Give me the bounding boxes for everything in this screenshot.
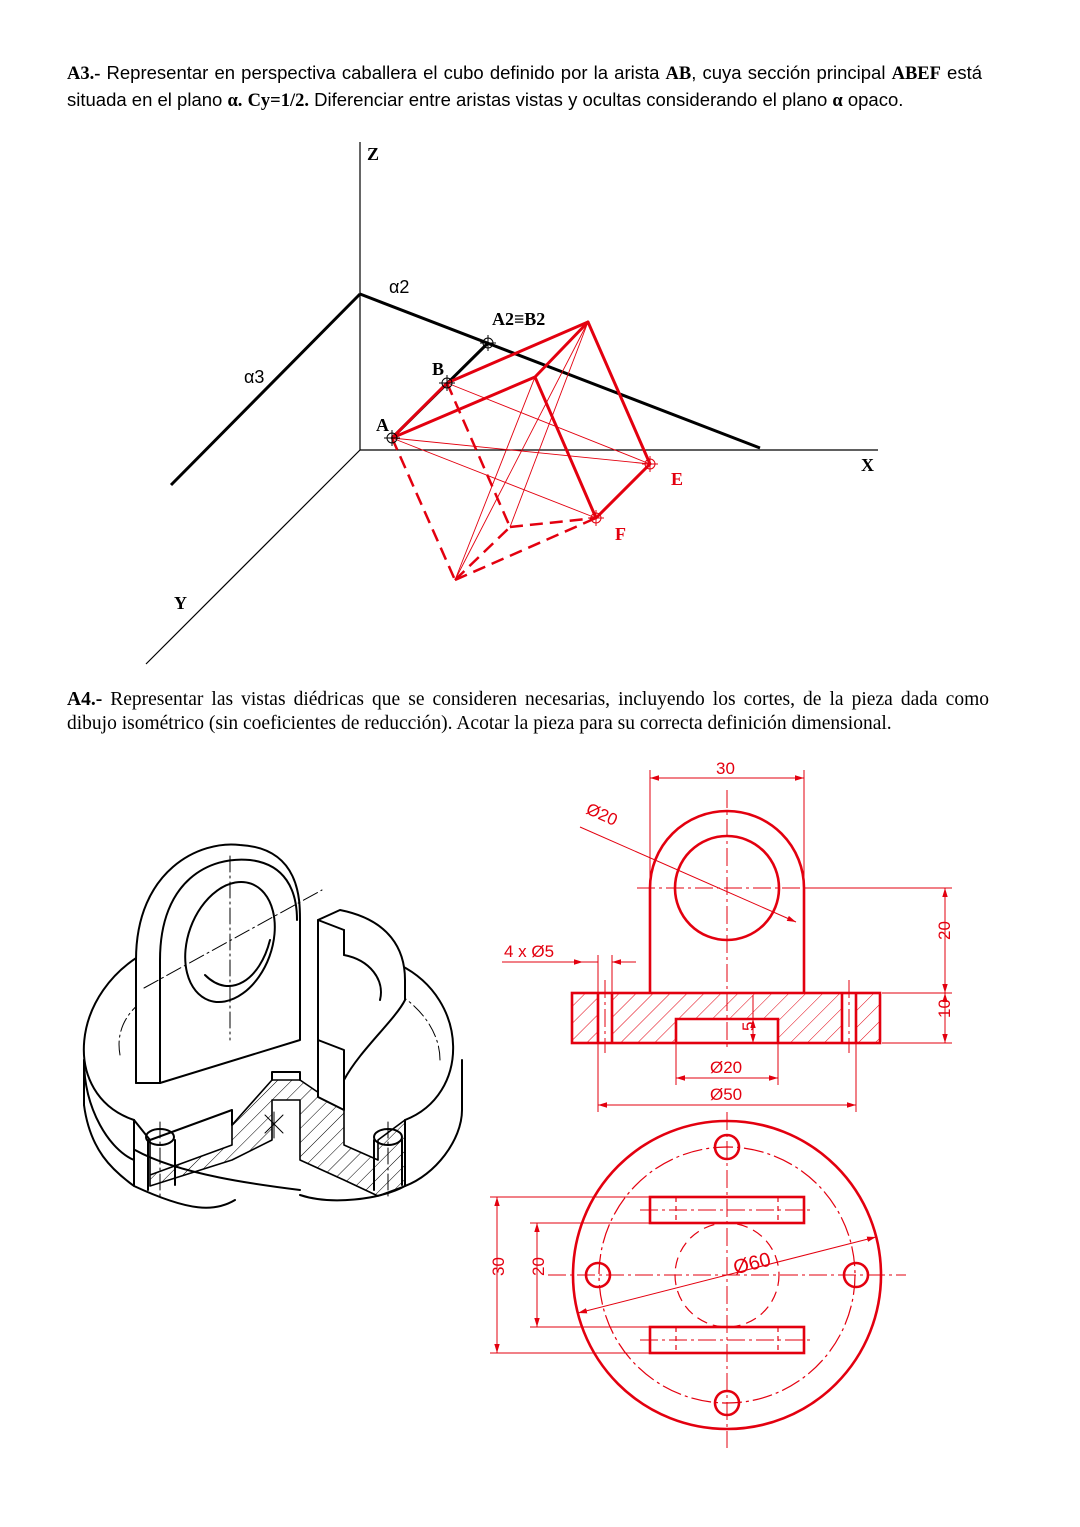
problem-a3-text-5: opaco. [842,89,904,110]
point-e-label: E [671,469,684,489]
top-view [489,1112,906,1448]
point-f-label: F [615,524,626,544]
problem-a4-number: A4.- [67,689,103,710]
plane-alpha-label: α. [227,91,243,111]
trace-alpha3 [171,294,360,485]
point-a-label: A [376,415,389,435]
reduction-coefficient: Cy=1/2. [247,91,309,111]
a2-b2-label: A2≡B2 [492,309,546,329]
isometric-part-drawing [84,844,462,1207]
axis-y-label: Y [174,593,187,613]
problem-a3-text-3: está situada en el plano [67,62,983,110]
construction-lines [392,322,650,580]
axis-y-line [146,450,360,664]
dim-base-thickness-10: 10 [935,999,954,1018]
plane-alpha-label-2: α [832,91,843,111]
dim-slot-spacing-30: 30 [489,1257,508,1276]
dim-slot-spacing-20: 20 [529,1257,548,1276]
problem-a4-text: Representar las vistas diédricas que se consideren necesarias, incluyendo los cortes, de la pieza dada como dibujo isométrico (sin coeficientes de reducción). Acotar la pieza para su correcta definición dimensional. [67,689,989,734]
dim-recess-depth-5: 5 [739,1021,758,1031]
section-abef-label: ABEF [891,64,941,84]
axis-x-label: X [861,455,874,475]
dim-holes-4x5: 4 x Ø5 [504,942,555,961]
coordinate-axes [146,142,878,664]
alpha3-label: α3 [244,367,265,387]
axis-z-label: Z [367,144,380,164]
alpha2-label: α2 [389,277,410,297]
dim-recess-diameter-20: Ø20 [710,1058,743,1077]
dim-base-diameter-50: Ø50 [710,1085,743,1104]
dim-hole-diameter-20: Ø20 [583,799,621,830]
figure-a3-cavalier [146,142,878,664]
edge-ab-label: AB [665,64,692,84]
dim-bolt-circle-60: Ø60 [731,1248,774,1280]
problem-a3-text-2: , cuya sección principal [691,62,892,83]
problem-a3-number: A3.- [67,64,101,84]
point-b-label: B [432,359,445,379]
dim-height-20: 20 [935,921,954,940]
orthographic-views [489,759,954,1448]
plane-alpha-traces [171,294,760,485]
front-view [502,759,954,1112]
problem-a3-text-1: Representar en perspectiva caballera el cubo definido por la arista [100,62,666,83]
problem-a3-text-4: Diferenciar entre aristas vistas y ocultas considerando el plano [308,89,833,110]
dim-width-30: 30 [716,759,735,778]
